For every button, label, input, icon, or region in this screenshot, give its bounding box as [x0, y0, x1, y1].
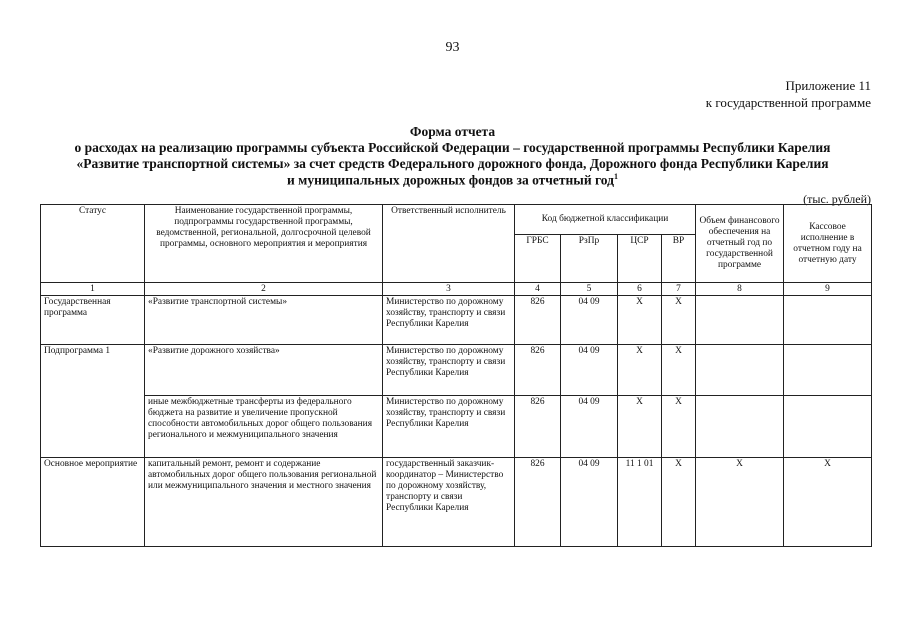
row-name: капитальный ремонт, ремонт и содержание автомобильных дорог общего пользования региональной или межмуниципального значения и местного значения	[145, 458, 383, 547]
row-status	[41, 396, 145, 458]
row-executor: Министерство по дорожному хозяйству, транспорту и связи Республики Карелия	[383, 296, 515, 345]
header-volume: Объем финансового обеспечения на отчетный год по государственной программе	[696, 205, 784, 283]
table-row	[41, 396, 872, 458]
col-number: 6	[618, 283, 662, 296]
row-volume	[696, 296, 784, 345]
header-cash: Кассовое исполнение в отчетном году на отчетную дату	[784, 205, 872, 283]
row-status: Подпрограмма 1	[41, 345, 145, 396]
header-executor: Ответственный исполнитель	[383, 205, 515, 283]
appendix-label: Приложение 11	[785, 78, 871, 93]
header-status: Статус	[41, 205, 145, 283]
row-csr: Х	[618, 345, 662, 396]
report-title: Форма отчета	[409, 124, 496, 139]
row-csr: 11 1 01	[618, 458, 662, 547]
table-row	[41, 458, 872, 547]
row-cash	[784, 396, 872, 458]
row-grbs: 826	[515, 458, 561, 547]
footnote-mark: 1	[613, 172, 618, 181]
row-volume	[696, 396, 784, 458]
row-csr: Х	[618, 396, 662, 458]
row-volume	[696, 345, 784, 396]
col-number: 7	[662, 283, 696, 296]
row-csr: Х	[618, 296, 662, 345]
col-number: 4	[515, 283, 561, 296]
header-csr: ЦСР	[618, 235, 662, 283]
report-title-line-3-text: и муниципальных дорожных фондов за отчетный год	[287, 172, 614, 188]
col-number: 8	[696, 283, 784, 296]
header-grbs: ГРБС	[515, 235, 561, 283]
row-executor: государственный заказчик-координатор – Министерство по дорожному хозяйству, транспорту и связи Республики Карелия	[383, 458, 515, 547]
row-status: Государственная программа	[41, 296, 145, 345]
header-vr: ВР	[662, 235, 696, 283]
col-number: 5	[561, 283, 618, 296]
row-rzpr: 04 09	[561, 396, 618, 458]
row-executor: Министерство по дорожному хозяйству, транспорту и связи Республики Карелия	[383, 396, 515, 458]
row-rzpr: 04 09	[561, 296, 618, 345]
row-vr: Х	[662, 458, 696, 547]
row-name: «Развитие транспортной системы»	[145, 296, 383, 345]
report-title-line-3	[0, 172, 905, 189]
row-cash	[784, 296, 872, 345]
units-label: (тыс. рублей)	[803, 192, 871, 206]
header-code-group: Код бюджетной классификации	[515, 205, 696, 235]
report-title-line-2: «Развитие транспортной системы» за счет средств Федерального дорожного фонда, Дорожного фонда Республики Карелия	[76, 156, 829, 171]
header-rzpr: РзПр	[561, 235, 618, 283]
col-number: 2	[145, 283, 383, 296]
row-executor: Министерство по дорожному хозяйству, транспорту и связи Республики Карелия	[383, 345, 515, 396]
row-cash	[784, 345, 872, 396]
row-name: «Развитие дорожного хозяйства»	[145, 345, 383, 396]
row-grbs: 826	[515, 396, 561, 458]
col-number: 3	[383, 283, 515, 296]
table-row	[41, 296, 872, 345]
col-number: 1	[41, 283, 145, 296]
row-status: Основное мероприятие	[41, 458, 145, 547]
row-vr: Х	[662, 345, 696, 396]
row-grbs: 826	[515, 345, 561, 396]
row-vr: Х	[662, 296, 696, 345]
row-name: иные межбюджетные трансферты из федерального бюджета на развитие и увеличение пропускной способности автомобильных дорог общего пользования регионального и межмуниципального значения	[145, 396, 383, 458]
expense-report-table	[40, 204, 872, 547]
row-cash: Х	[784, 458, 872, 547]
col-number: 9	[784, 283, 872, 296]
table-row	[41, 345, 872, 396]
report-title-line-1: о расходах на реализацию программы субъекта Российской Федерации – государственной программы Республики Карелия	[74, 140, 831, 155]
row-volume: Х	[696, 458, 784, 547]
row-grbs: 826	[515, 296, 561, 345]
header-name: Наименование государственной программы, подпрограммы государственной программы, ведомственной, региональной, долгосрочной целевой программы, основного мероприятия и мероприятия	[145, 205, 383, 283]
row-rzpr: 04 09	[561, 345, 618, 396]
row-rzpr: 04 09	[561, 458, 618, 547]
row-vr: Х	[662, 396, 696, 458]
page-number: 93	[445, 40, 460, 55]
appendix-subtitle: к государственной программе	[705, 95, 871, 110]
